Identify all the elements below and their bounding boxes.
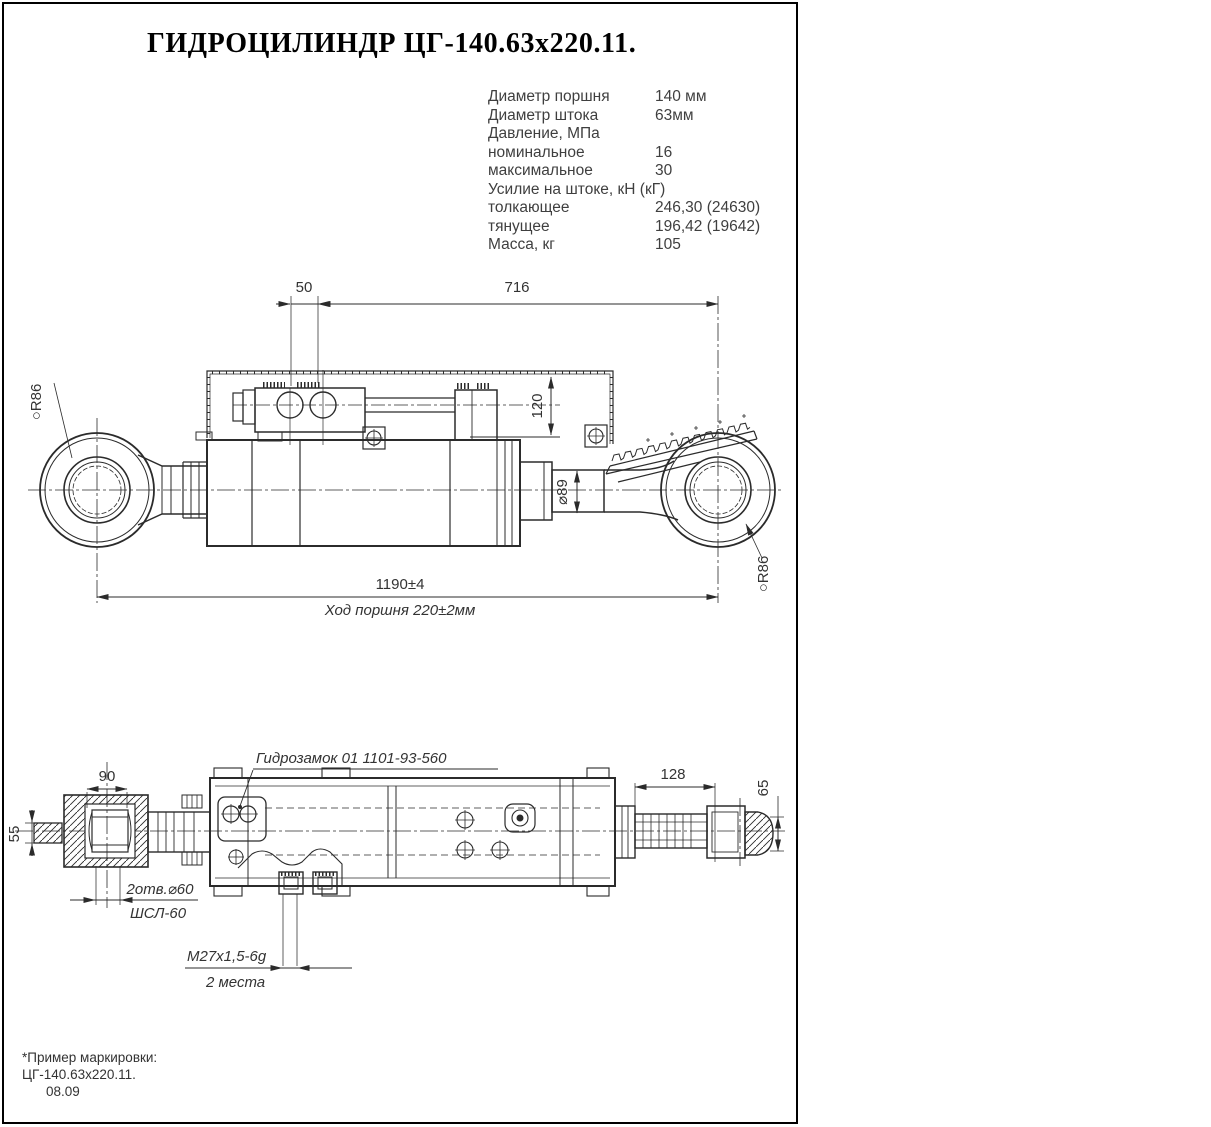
- left-rod-section: [148, 812, 210, 852]
- dim-120-label: 120: [529, 393, 546, 419]
- places-label: 2 места: [206, 974, 266, 991]
- left-rod-eye: [40, 418, 207, 603]
- marking-note-line2: ЦГ-140.63х220.11.: [22, 1067, 136, 1082]
- dim-128-label: 128: [660, 766, 686, 783]
- dim-1190-label: 1190±4: [375, 576, 425, 593]
- spec-value: 105: [655, 236, 681, 253]
- dim-65-label: 65: [755, 779, 772, 797]
- dim-r86-left: [28, 383, 72, 458]
- drawing-title: ГИДРОЦИЛИНДР ЦГ-140.63х220.11.: [147, 28, 637, 59]
- spec-value: 196,42 (19642): [655, 217, 761, 235]
- spec-label: Усилие на штоке, кН (кГ): [488, 180, 666, 198]
- marking-note-line1: *Пример маркировки:: [22, 1050, 158, 1065]
- hydrolock-callout: [238, 750, 498, 809]
- dim-55-label: 55: [6, 825, 23, 843]
- spec-label: Давление, МПа: [488, 125, 600, 142]
- spec-value: 140 мм: [655, 88, 707, 105]
- dim-89: [554, 471, 577, 513]
- bottom-view: [6, 750, 785, 991]
- dim-50-label: 50: [295, 279, 313, 296]
- top-view: [28, 279, 782, 619]
- dim-89-label: ⌀89: [554, 479, 571, 505]
- spec-value: 63мм: [655, 106, 694, 124]
- holes-label: 2отв.⌀60: [126, 881, 194, 898]
- dim-716-label: 716: [504, 279, 530, 296]
- valve-block: [233, 370, 560, 445]
- r86-right-label: ○R86: [755, 555, 772, 593]
- dim-1190: [97, 576, 718, 619]
- bolt-mark: [363, 427, 385, 449]
- spec-value: 30: [655, 162, 673, 179]
- cylinder-body: [196, 425, 607, 546]
- marking-note: [22, 1049, 157, 1100]
- dim-r86-right: [746, 524, 772, 592]
- spec-label: тянущее: [488, 217, 550, 235]
- spec-label: Диаметр поршня: [488, 88, 610, 105]
- dim-120: [529, 377, 551, 435]
- stroke-label: Ход поршня 220±2мм: [324, 602, 476, 619]
- dim-50-716: [276, 279, 718, 386]
- spec-label: номинальное: [488, 143, 585, 161]
- spec-label: максимальное: [488, 162, 593, 179]
- dim-90-label: 90: [98, 768, 116, 785]
- piston-rod: [520, 461, 678, 520]
- hydrolock-block: [218, 797, 266, 841]
- bolt-mark: [585, 425, 607, 447]
- serrated-indicator: [606, 414, 757, 482]
- casing-outline: [207, 371, 613, 444]
- r86-left-label: ○R86: [28, 383, 45, 421]
- hydrolock-label: Гидрозамок 01 1101-93-560: [256, 750, 447, 767]
- port-plate: [238, 849, 342, 894]
- thread-label: М27х1,5-6g: [187, 948, 267, 965]
- dim-55: [6, 810, 37, 856]
- dim-holes: [70, 866, 198, 922]
- spec-label: Диаметр штока: [488, 106, 599, 124]
- spec-label: Масса, кг: [488, 236, 555, 253]
- spec-value: 246,30 (24630): [655, 199, 761, 216]
- dim-thread: [185, 894, 352, 991]
- spec-label: толкающее: [488, 199, 570, 216]
- bearing-label: ШСЛ-60: [129, 905, 187, 922]
- marking-note-line3: 08.09: [46, 1084, 80, 1099]
- right-rod-section: [615, 798, 773, 866]
- spec-value: 16: [655, 143, 673, 161]
